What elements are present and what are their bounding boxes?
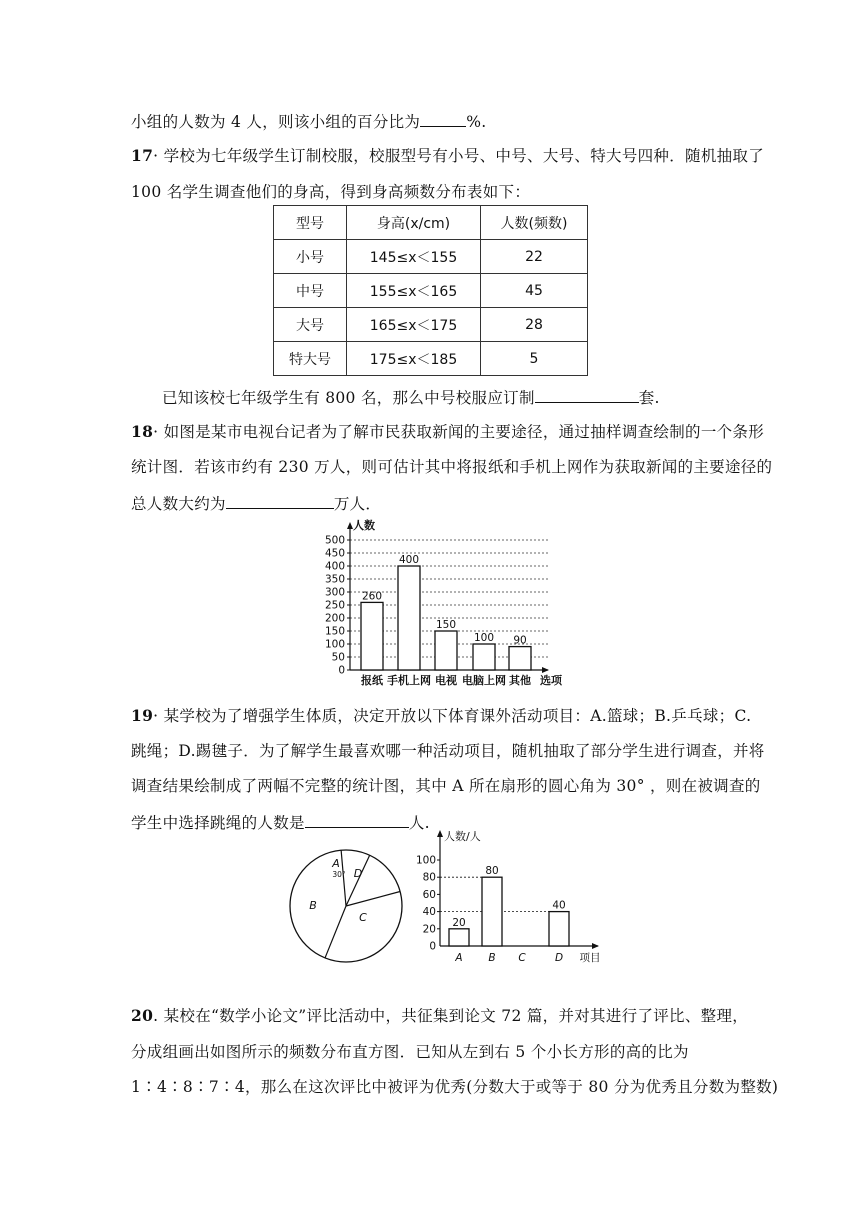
answer-blank	[305, 811, 409, 828]
q20-text1: . 某校在“数学小论文”评比活动中，共征集到论文 72 篇，并对其进行了评比、整理，	[153, 1007, 749, 1025]
y-tick-label: 60	[422, 888, 436, 901]
data-label: 150	[435, 619, 457, 631]
y-tick-label: 400	[324, 560, 345, 573]
q17-after-text: 已知该校七年级学生有 800 名，那么中号校服应订制	[162, 389, 535, 407]
x-axis-title: 项目	[579, 952, 601, 964]
category-label: D	[554, 952, 564, 964]
table-cell: 165≤x＜175	[347, 308, 481, 342]
q20-line1	[131, 1006, 748, 1026]
data-label: 100	[473, 632, 495, 644]
q18-line3	[131, 492, 381, 514]
y-tick-label: 300	[324, 586, 345, 599]
q18-text3: 总人数大约为	[131, 495, 226, 513]
table-header-row	[274, 206, 588, 240]
category-label: 报纸	[361, 674, 383, 687]
q20-text2: 分成组画出如图所示的频数分布直方图．已知从左到右 5 个小长方形的高的比为	[131, 1043, 689, 1061]
bar	[549, 912, 569, 946]
q19-line3	[131, 776, 761, 796]
table-row	[274, 274, 588, 308]
q17-text1: · 学校为七年级学生订制校服，校服型号有小号、中号、大号、特大号四种．随机抽取了	[153, 147, 765, 165]
slice-label: C	[359, 911, 367, 924]
q18-text1: · 如图是某市电视台记者为了解市民获取新闻的主要途径，通过抽样调查绘制的一个条形	[153, 423, 765, 441]
bar	[449, 929, 469, 946]
slice-label: B	[309, 899, 317, 912]
q17-line1	[131, 146, 764, 166]
data-label: 90	[513, 634, 527, 647]
category-label: 手机上网	[387, 674, 431, 687]
y-tick-label: 40	[422, 906, 436, 919]
data-label: 80	[485, 865, 499, 878]
table-header-cell: 人数(频数)	[481, 206, 588, 240]
q19-line4	[131, 811, 430, 833]
data-label: 20	[452, 916, 466, 929]
bar	[398, 566, 420, 670]
table-row	[274, 240, 588, 274]
q17-line2	[131, 182, 530, 202]
q18-text3-end: 万人．	[333, 495, 382, 513]
y-tick-label: 20	[422, 923, 436, 936]
q19-text3: 调查结果绘制成了两幅不完整的统计图，其中 A 所在扇形的圆心角为 30° ，则在被调查的	[131, 777, 761, 795]
y-tick-label: 50	[331, 651, 345, 664]
category-label: A	[455, 952, 463, 964]
y-tick-label: 450	[324, 547, 345, 560]
bar	[361, 602, 383, 670]
q20-line2	[131, 1042, 689, 1062]
category-label: 电脑上网	[462, 674, 506, 687]
table-cell: 特大号	[274, 342, 347, 376]
table-cell: 中号	[274, 274, 347, 308]
y-axis-title: 人数/人	[444, 830, 481, 843]
angle-annotation: 30°	[332, 870, 346, 879]
category-label: B	[488, 952, 496, 964]
q19-text2: 跳绳；D.踢毽子．为了解学生最喜欢哪一种活动项目，随机抽取了部分学生进行调查，并将	[131, 742, 765, 760]
y-tick-label: 0	[338, 664, 345, 677]
q18-line2	[131, 457, 772, 477]
y-axis-title: 人数	[353, 519, 375, 532]
data-label: 400	[398, 554, 420, 566]
y-tick-label: 200	[324, 612, 345, 625]
q17-after-end: 套.	[638, 389, 660, 407]
activity-pie-chart	[286, 843, 416, 968]
question-number: 19	[131, 706, 154, 725]
table-cell: 大号	[274, 308, 347, 342]
bar	[482, 877, 502, 946]
x-axis-arrow	[542, 667, 549, 673]
table-cell: 45	[481, 274, 588, 308]
slice-label: A	[332, 857, 340, 870]
intro-line	[131, 110, 486, 132]
question-number: 18	[131, 422, 154, 441]
y-axis-arrow	[437, 830, 443, 837]
table-cell: 145≤x＜155	[347, 240, 481, 274]
x-axis-title: 选项	[540, 674, 562, 687]
category-label: C	[518, 952, 526, 964]
table-cell: 175≤x＜185	[347, 342, 481, 376]
y-tick-label: 150	[324, 625, 345, 638]
table-header-cell: 型号	[274, 206, 347, 240]
height-frequency-table	[273, 205, 588, 376]
q20-text3: 1∶4∶8∶7∶4，那么在这次评比中被评为优秀(分数大于或等于 80 分为优秀且分数为整数)	[131, 1078, 779, 1096]
q17-after	[162, 386, 660, 408]
activity-bar-chart	[415, 826, 608, 971]
news-source-bar-chart	[316, 518, 576, 688]
y-tick-label: 350	[324, 573, 345, 586]
y-tick-label: 100	[415, 854, 436, 867]
table-row	[274, 308, 588, 342]
x-axis-arrow	[592, 943, 599, 949]
intro-text: 小组的人数为 4 人，则该小组的百分比为	[131, 113, 421, 131]
answer-blank	[420, 110, 466, 127]
bar	[435, 631, 457, 670]
q20-line3	[131, 1077, 778, 1097]
table-cell: 155≤x＜165	[347, 274, 481, 308]
y-tick-label: 0	[429, 940, 436, 953]
category-label: 其他	[509, 674, 531, 687]
table-cell: 28	[481, 308, 588, 342]
q19-text1: · 某学校为了增强学生体质，决定开放以下体育课外活动项目：A.篮球；B.乒乓球；C.	[153, 707, 752, 725]
data-label: 260	[361, 590, 383, 603]
q18-text2: 统计图．若该市约有 230 万人，则可估计其中将报纸和手机上网作为获取新闻的主要途径的	[131, 458, 773, 476]
data-label: 40	[552, 899, 566, 912]
category-label: 电视	[435, 674, 457, 687]
q19-text4: 学生中选择跳绳的人数是	[131, 814, 305, 832]
bar	[509, 647, 531, 670]
table-cell: 小号	[274, 240, 347, 274]
table-row	[274, 342, 588, 376]
table-cell: 22	[481, 240, 588, 274]
question-number: 17	[131, 146, 154, 165]
y-tick-label: 80	[422, 871, 436, 884]
q18-line1	[131, 422, 764, 442]
q19-line1	[131, 706, 751, 726]
slice-label: D	[353, 867, 363, 880]
y-tick-label: 100	[324, 638, 345, 651]
q19-line2	[131, 741, 765, 761]
y-tick-label: 250	[324, 599, 345, 612]
q19-text4-end: 人.	[408, 814, 430, 832]
table-cell: 5	[481, 342, 588, 376]
bar	[473, 644, 495, 670]
intro-end: %.	[466, 113, 487, 131]
q17-text2: 100 名学生调查他们的身高，得到身高频数分布表如下：	[131, 183, 531, 201]
question-number: 20	[131, 1006, 154, 1025]
answer-blank	[226, 492, 334, 509]
y-tick-label: 500	[324, 534, 345, 547]
answer-blank	[535, 386, 639, 403]
table-header-cell: 身高(x/cm)	[347, 206, 481, 240]
